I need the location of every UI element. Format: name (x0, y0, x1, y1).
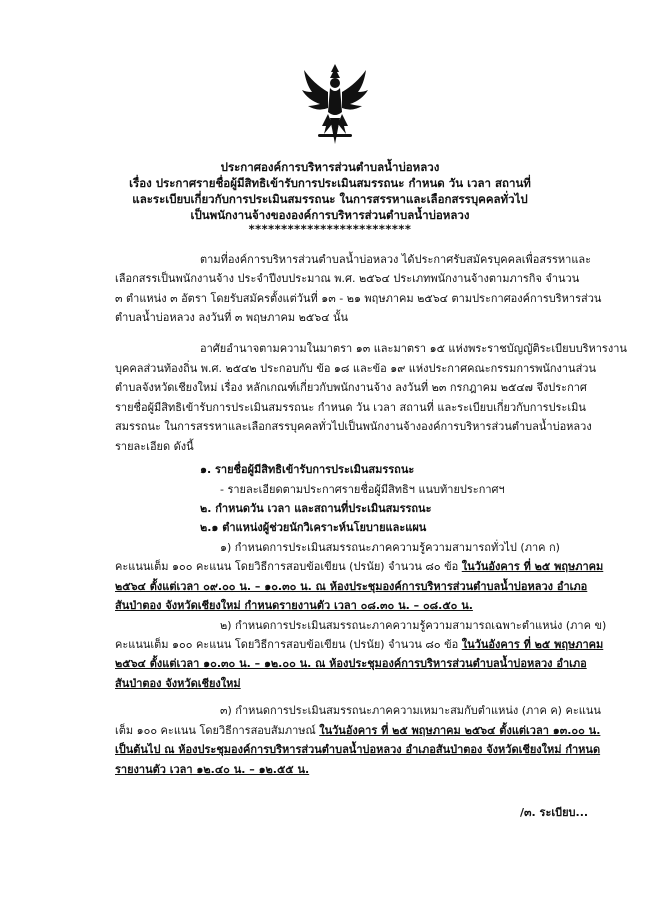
item1-date: ในวันอังคาร ที่ ๒๕ พฤษภาคม (461, 560, 604, 573)
item3-line3: เป็นต้นไป ณ ห้องประชุมองค์การบริหารส่วนตำบลน้ำบ่อหลวง อำเภอสันป่าตอง จังหวัดเชียงใหม่ กำหนด (115, 743, 601, 756)
announcement-subject-line2: และระเบียบเกี่ยวกับการประเมินสมรรถนะ ในการสรรหาและเลือกสรรบุคคลทั่วไป (132, 192, 528, 206)
garuda-emblem-icon (300, 62, 370, 146)
announcement-title: ประกาศองค์การบริหารส่วนตำบลน้ำบ่อหลวง (220, 160, 440, 174)
item2-line4: สันป่าตอง จังหวัดเชียงใหม่ (115, 677, 241, 690)
para1-line4: ตำบลน้ำบ่อหลวง ลงวันที่ ๓ พฤษภาคม ๒๕๖๔ นั้น (115, 311, 349, 324)
section1-heading: ๑. รายชื่อผู้มีสิทธิเข้ารับการประเมินสมรรถนะ (200, 463, 415, 476)
para1-line3: ๓ ตำแหน่ง ๓ อัตรา โดยรับสมัครตั้งแต่วันที่ ๑๓ - ๒๑ พฤษภาคม ๒๕๖๔ ตามประกาศองค์การบริหารส่วน (115, 292, 602, 305)
item1-line4: สันป่าตอง จังหวัดเชียงใหม่ กำหนดรายงานตัว เวลา ๐๘.๓๐ น. – ๐๘.๕๐ น. (115, 599, 473, 612)
announcement-subject: เรื่อง ประกาศรายชื่อผู้มีสิทธิเข้ารับการประเมินสมรรถนะ กำหนด วัน เวลา สถานที่ (129, 176, 531, 190)
item2-date: ในวันอังคาร ที่ ๒๕ พฤษภาคม (461, 638, 604, 651)
item2-line1: ๒) กำหนดการประเมินสมรรถนะภาคความรู้ความสามารถเฉพาะตำแหน่ง (ภาค ข) (220, 619, 607, 632)
para2-line2: บุคคลส่วนท้องถิ่น พ.ศ. ๒๕๔๒ ประกอบกับ ข้อ ๑๘ และข้อ ๑๙ แห่งประกาศคณะกรรมการพนักงานส่วน (115, 362, 596, 375)
item1-line2 (115, 560, 603, 574)
item3-line1: ๓) กำหนดการประเมินสมรรถนะภาคความเหมาะสมกับตำแหน่ง (ภาค ค) คะแนน (220, 704, 601, 717)
item1-line2-text: คะแนนเต็ม ๑๐๐ คะแนน โดยวิธีการสอบข้อเขียน (ปรนัย) จำนวน ๘๐ ข้อ (115, 560, 462, 573)
item2-line2 (115, 638, 603, 652)
item1-line1: ๑) กำหนดการประเมินสมรรถนะภาคความรู้ความสามารถทั่วไป (ภาค ก) (220, 541, 560, 554)
separator-line: ************************* (248, 222, 412, 236)
item3-line2-text: เต็ม ๑๐๐ คะแนน โดยวิธีการสอบสัมภาษณ์ (115, 724, 320, 737)
para2-line6: รายละเอียด ดังนี้ (115, 440, 194, 453)
item3-line4: รายงานตัว เวลา ๑๒.๔๐ น. – ๑๒.๕๕ น. (115, 763, 310, 776)
item3-line2 (115, 724, 600, 738)
para2-line1: อาศัยอำนาจตามความในมาตรา ๑๓ และมาตรา ๑๕ แห่งพระราชบัญญัติระเบียบบริหารงาน (200, 342, 627, 355)
item2-line2-text: คะแนนเต็ม ๑๐๐ คะแนน โดยวิธีการสอบข้อเขียน (ปรนัย) จำนวน ๘๐ ข้อ (115, 638, 462, 651)
para1-line2: เลือกสรรเป็นพนักงานจ้าง ประจำปีงบประมาณ พ.ศ. ๒๕๖๔ ประเภทพนักงานจ้างตามภารกิจ จำนวน (115, 272, 580, 285)
item3-date: ในวันอังคาร ที่ ๒๕ พฤษภาคม ๒๕๖๔ ตั้งแต่เวลา ๑๓.๐๐ น. (319, 724, 601, 737)
continuation-note: /๓. ระเบียบ... (520, 806, 589, 819)
announcement-subject-line3: เป็นพนักงานจ้างขององค์การบริหารส่วนตำบลน้ำบ่อหลวง (190, 208, 470, 222)
section1-detail: - รายละเอียดตามประกาศรายชื่อผู้มีสิทธิฯ แนบท้ายประกาศฯ (220, 483, 505, 496)
section2-heading: ๒. กำหนดวัน เวลา และสถานที่ประเมินสมรรถนะ (200, 502, 432, 515)
section2-subheading: ๒.๑ ตำแหน่งผู้ช่วยนักวิเคราะห์นโยบายและแผน (200, 521, 427, 534)
para2-line5: สมรรถนะ ในการสรรหาและเลือกสรรบุคคลทั่วไปเป็นพนักงานจ้างองค์การบริหารส่วนตำบลน้ำบ่อหลวง (115, 420, 592, 433)
para1-line1: ตามที่องค์การบริหารส่วนตำบลน้ำบ่อหลวง ได้ประกาศรับสมัครบุคคลเพื่อสรรหาและ (200, 253, 592, 266)
para2-line3: ตำบลจังหวัดเชียงใหม่ เรื่อง หลักเกณฑ์เกี่ยวกับพนักงานจ้าง ลงวันที่ ๒๓ กรกฎาคม ๒๕๔๗ จึงประกาศ (115, 381, 587, 394)
item2-line3: ๒๕๖๔ ตั้งแต่เวลา ๑๐.๓๐ น. – ๑๒.๐๐ น. ณ ห้องประชุมองค์การบริหารส่วนตำบลน้ำบ่อหลวง อำเภอ (115, 657, 587, 670)
para2-line4: รายชื่อผู้มีสิทธิเข้ารับการประเมินสมรรถนะ กำหนด วัน เวลา สถานที่ และระเบียบเกี่ยวกับการประเมิน (115, 401, 586, 414)
item1-line3: ๒๕๖๔ ตั้งแต่เวลา ๐๙.๐๐ น. – ๑๐.๓๐ น. ณ ห้องประชุมองค์การบริหารส่วนตำบลน้ำบ่อหลวง อำเภอ (115, 580, 588, 593)
